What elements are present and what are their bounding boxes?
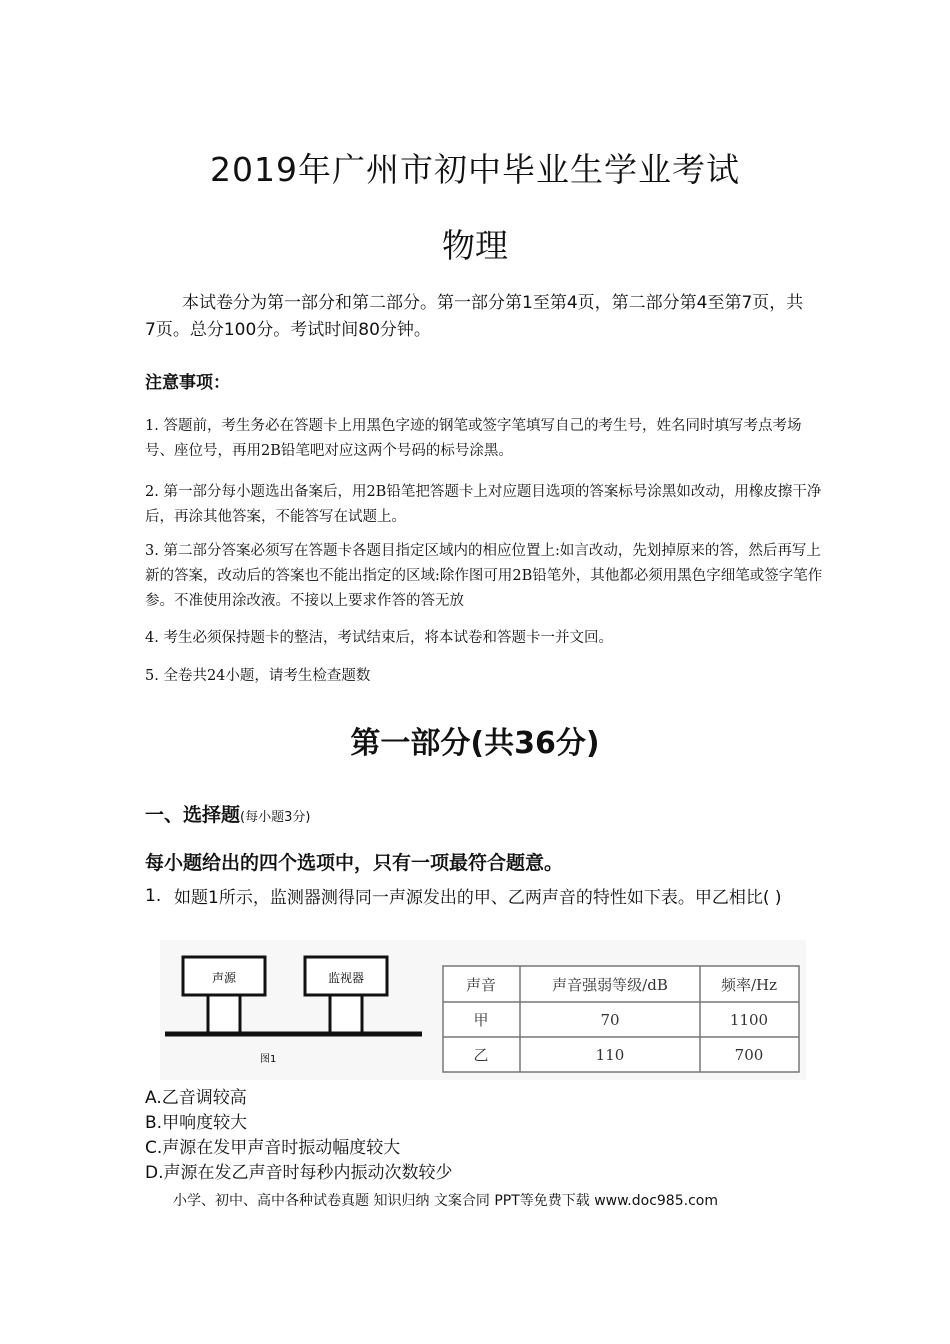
- option-b[interactable]: B.甲响度较大: [145, 1113, 248, 1133]
- notice-item: 3. 第二部分答案必须写在答题卡各题目指定区域内的相应位置上:如言改动，先划掉原来的答，然后再写上新的答案，改动后的答案也不能出指定的区域:除作图可用2B铅笔外，其他都必须用黑色字细笔或签字笔作参。不准使用涂改液。不接以上要求作答的答无放: [145, 543, 823, 609]
- notice-item: 5. 全卷共24小题，请考生检查题数: [145, 668, 371, 684]
- answer-options: [145, 1086, 453, 1186]
- question-figure: [160, 940, 806, 1080]
- table-header: 声音: [465, 976, 497, 994]
- option-a[interactable]: A.乙音调较高: [145, 1088, 247, 1108]
- figure-caption: 图1: [260, 1054, 277, 1065]
- notice-item: 2. 第一部分每小题选出备案后，用2B铅笔把答题卡上对应题目选项的答案标号涂黑如改动，用橡皮擦干净后，再涂其他答案，不能答写在试题上。: [145, 484, 822, 525]
- part-title: 第一部分(共36分): [350, 726, 600, 761]
- question-text: 如题1所示，监测器测得同一声源发出的甲、乙两声音的特性如下表。甲乙相比( ): [174, 888, 782, 908]
- table-header: 声音强弱等级/dB: [552, 976, 668, 994]
- notice-heading: 注意事项：: [145, 373, 230, 393]
- subject-title: 物理: [442, 226, 508, 265]
- table-cell: 1100: [729, 1011, 769, 1029]
- table-cell: 乙: [473, 1046, 489, 1064]
- table-header: 频率/Hz: [720, 976, 778, 994]
- question-number: 1.: [145, 886, 162, 906]
- option-d[interactable]: D.声源在发乙声音时每秒内振动次数较少: [145, 1163, 453, 1183]
- table-cell: 甲: [473, 1011, 489, 1029]
- section-heading-text: 一、选择题: [145, 804, 241, 826]
- page-title: 2019年广州市初中毕业生学业考试: [210, 150, 740, 189]
- monitor-label: 监视器: [327, 971, 365, 985]
- sound-table: [443, 966, 799, 1072]
- notice-item: 4. 考生必须保持题卡的整洁，考试结束后，将本试卷和答题卡一并文回。: [145, 630, 613, 646]
- table-cell: 110: [595, 1046, 625, 1064]
- source-label: 声源: [211, 971, 237, 985]
- intro-paragraph: 本试卷分为第一部分和第二部分。第一部分第1至第4页，第二部分第4至第7页，共7页。总分100分。考试时间80分钟。: [145, 293, 804, 340]
- monitor-stand: [330, 995, 362, 1033]
- instruction: 每小题给出的四个选项中，只有一项最符合题意。: [145, 852, 564, 874]
- figure-svg: [160, 940, 806, 1080]
- option-c[interactable]: C.声源在发甲声音时振动幅度较大: [145, 1138, 401, 1158]
- footer-text: 小学、初中、高中各种试卷真题 知识归纳 文案合同 PPT等免费下载 www.doc985.com: [173, 1193, 718, 1209]
- notice-item: 1. 答题前，考生务必在答题卡上用黑色字迹的钢笔或签字笔填写自己的考生号，姓名同时填写考点考场号、座位号，再用2B铅笔吧对应这两个号码的标号涂黑。: [145, 418, 802, 459]
- source-stand: [208, 995, 240, 1033]
- section-heading: [145, 800, 310, 827]
- table-cell: 700: [734, 1046, 764, 1064]
- table-cell: 70: [600, 1011, 620, 1029]
- section-heading-note: (每小题3分): [240, 810, 311, 825]
